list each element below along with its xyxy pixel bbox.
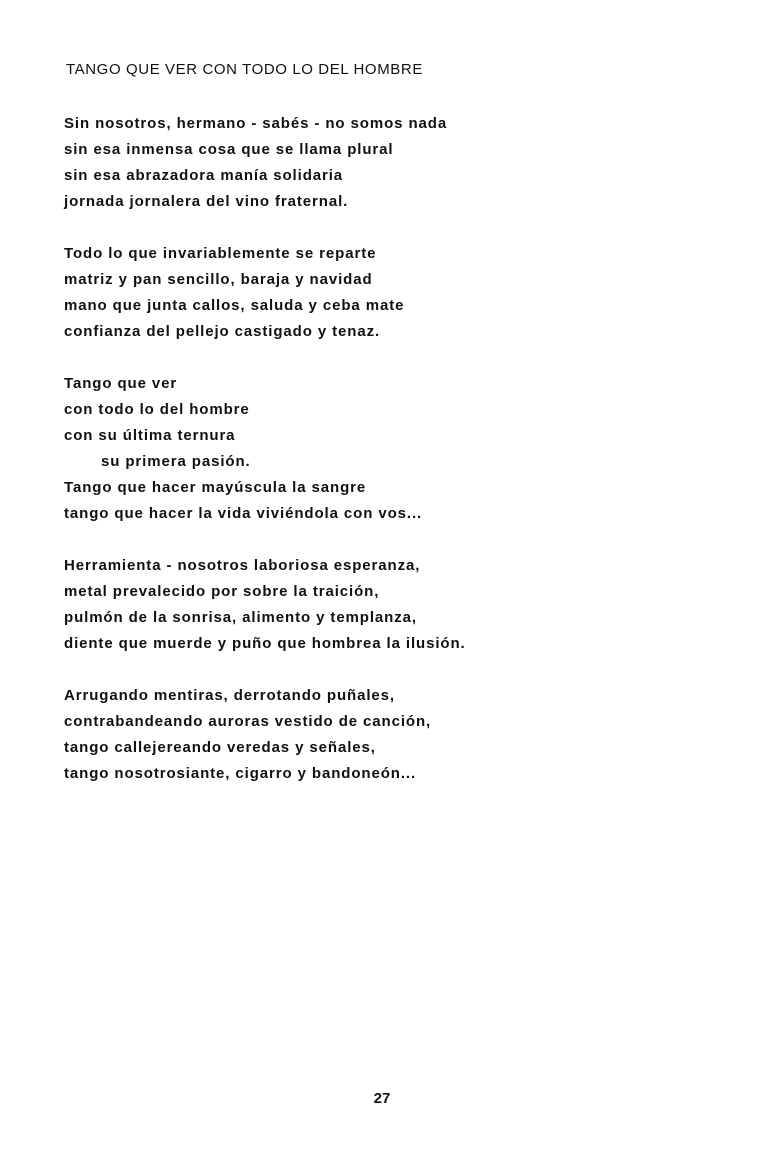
poem-line: diente que muerde y puño que hombrea la ilusión. <box>64 635 466 652</box>
stanza-1 <box>64 111 466 215</box>
poem-line: pulmón de la sonrisa, alimento y templanza, <box>64 609 417 626</box>
poem-line: tango callejereando veredas y señales, <box>64 739 376 756</box>
poem-line: mano que junta callos, saluda y ceba mate <box>64 297 405 314</box>
poem-line: confianza del pellejo castigado y tenaz. <box>64 323 381 340</box>
poem-line: tango nosotrosiante, cigarro y bandoneón... <box>64 765 417 782</box>
poem-line: con su última ternura <box>64 427 236 444</box>
poem-line: contrabandeando auroras vestido de canción, <box>64 713 432 730</box>
poem-title: TANGO QUE VER CON TODO LO DEL HOMBRE <box>66 61 423 78</box>
page-number: 27 <box>373 1090 391 1107</box>
poem-line: matriz y pan sencillo, baraja y navidad <box>64 271 373 288</box>
poem-body <box>64 111 466 813</box>
stanza-5 <box>64 683 466 787</box>
poem-line: jornada jornalera del vino fraternal. <box>64 193 349 210</box>
poem-line: Tango que hacer mayúscula la sangre <box>64 479 367 496</box>
poem-line-indented: su primera pasión. <box>101 453 251 470</box>
poem-line: sin esa abrazadora manía solidaria <box>64 167 344 184</box>
stanza-2 <box>64 241 466 345</box>
poem-line: Herramienta - nosotros laboriosa esperanza, <box>64 557 421 574</box>
poem-line: Arrugando mentiras, derrotando puñales, <box>64 687 395 704</box>
poem-line: metal prevalecido por sobre la traición, <box>64 583 380 600</box>
poem-line: Todo lo que invariablemente se reparte <box>64 245 377 262</box>
poem-line: tango que hacer la vida viviéndola con vos... <box>64 505 423 522</box>
poem-line: Tango que ver <box>64 375 178 392</box>
stanza-3 <box>64 371 466 527</box>
poem-line: sin esa inmensa cosa que se llama plural <box>64 141 394 158</box>
poem-line: Sin nosotros, hermano - sabés - no somos nada <box>64 115 448 132</box>
poem-line: con todo lo del hombre <box>64 401 250 418</box>
stanza-4 <box>64 553 466 657</box>
